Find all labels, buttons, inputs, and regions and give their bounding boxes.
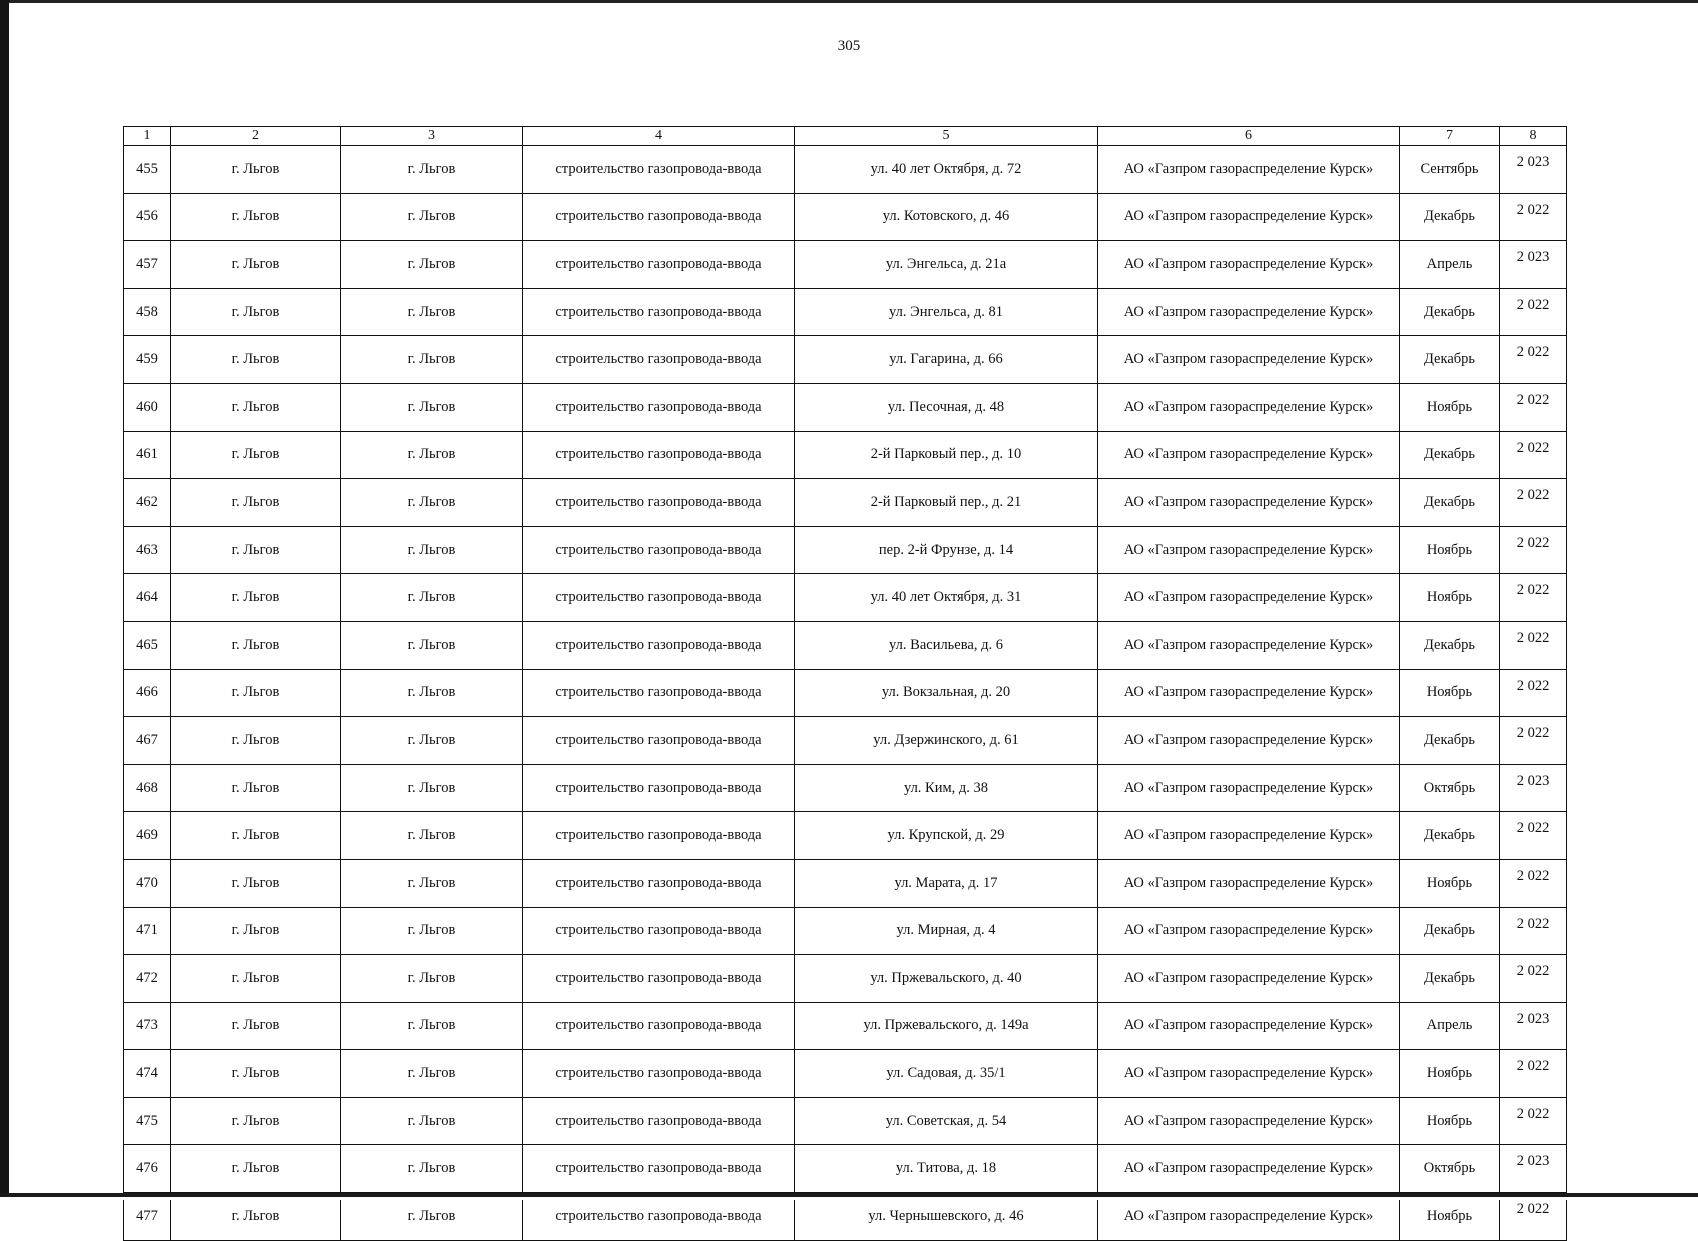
month-cell: Апрель — [1400, 1002, 1500, 1050]
district-cell: г. Льгов — [171, 1050, 341, 1098]
month-cell: Ноябрь — [1400, 383, 1500, 431]
row-number-cell: 477 — [124, 1193, 171, 1241]
address-cell: ул. 40 лет Октября, д. 31 — [795, 574, 1098, 622]
work-type-cell: строительство газопровода-ввода — [523, 431, 795, 479]
address-cell: ул. Советская, д. 54 — [795, 1097, 1098, 1145]
work-type-cell: строительство газопровода-ввода — [523, 669, 795, 717]
table-row — [124, 955, 1567, 1003]
year-cell: 2 022 — [1500, 812, 1567, 860]
address-cell: ул. Песочная, д. 48 — [795, 383, 1098, 431]
settlement-cell: г. Льгов — [341, 812, 523, 860]
work-type-cell: строительство газопровода-ввода — [523, 526, 795, 574]
address-cell: ул. Дзержинского, д. 61 — [795, 717, 1098, 765]
address-cell: ул. Мирная, д. 4 — [795, 907, 1098, 955]
work-type-cell: строительство газопровода-ввода — [523, 1193, 795, 1241]
settlement-cell: г. Льгов — [341, 859, 523, 907]
table-row — [124, 288, 1567, 336]
year-cell: 2 022 — [1500, 955, 1567, 1003]
row-number-cell: 468 — [124, 764, 171, 812]
month-cell: Декабрь — [1400, 336, 1500, 384]
settlement-cell: г. Льгов — [341, 146, 523, 194]
address-cell: ул. Садовая, д. 35/1 — [795, 1050, 1098, 1098]
page-number: 305 — [837, 38, 861, 54]
month-cell: Декабрь — [1400, 431, 1500, 479]
year-cell: 2 022 — [1500, 288, 1567, 336]
row-number-cell: 469 — [124, 812, 171, 860]
row-number-cell: 456 — [124, 193, 171, 241]
table-row — [124, 859, 1567, 907]
address-cell: ул. Гагарина, д. 66 — [795, 336, 1098, 384]
table-row — [124, 669, 1567, 717]
row-number-cell: 455 — [124, 146, 171, 194]
year-cell: 2 022 — [1500, 621, 1567, 669]
table-row — [124, 1050, 1567, 1098]
month-cell: Декабрь — [1400, 812, 1500, 860]
work-type-cell: строительство газопровода-ввода — [523, 1002, 795, 1050]
address-cell: ул. Марата, д. 17 — [795, 859, 1098, 907]
work-type-cell: строительство газопровода-ввода — [523, 383, 795, 431]
table-row — [124, 764, 1567, 812]
table-row — [124, 1145, 1567, 1193]
year-cell: 2 022 — [1500, 907, 1567, 955]
organization-cell: АО «Газпром газораспределение Курск» — [1098, 907, 1400, 955]
row-number-cell: 476 — [124, 1145, 171, 1193]
district-cell: г. Льгов — [171, 574, 341, 622]
table-row — [124, 479, 1567, 527]
address-cell: пер. 2-й Фрунзе, д. 14 — [795, 526, 1098, 574]
row-number-cell: 460 — [124, 383, 171, 431]
address-cell: ул. Пржевальского, д. 40 — [795, 955, 1098, 1003]
address-cell: 2-й Парковый пер., д. 10 — [795, 431, 1098, 479]
year-cell: 2 023 — [1500, 1145, 1567, 1193]
address-cell: ул. Энгельса, д. 21а — [795, 241, 1098, 289]
month-cell: Ноябрь — [1400, 574, 1500, 622]
organization-cell: АО «Газпром газораспределение Курск» — [1098, 526, 1400, 574]
district-cell: г. Льгов — [171, 859, 341, 907]
table-row — [124, 621, 1567, 669]
month-cell: Декабрь — [1400, 193, 1500, 241]
address-cell: ул. Чернышевского, д. 46 — [795, 1193, 1098, 1241]
month-cell: Декабрь — [1400, 479, 1500, 527]
table-row — [124, 1097, 1567, 1145]
month-cell: Ноябрь — [1400, 1097, 1500, 1145]
work-type-cell: строительство газопровода-ввода — [523, 241, 795, 289]
district-cell: г. Льгов — [171, 1002, 341, 1050]
month-cell: Сентябрь — [1400, 146, 1500, 194]
organization-cell: АО «Газпром газораспределение Курск» — [1098, 955, 1400, 1003]
year-cell: 2 022 — [1500, 336, 1567, 384]
district-cell: г. Льгов — [171, 241, 341, 289]
district-cell: г. Льгов — [171, 383, 341, 431]
work-type-cell: строительство газопровода-ввода — [523, 574, 795, 622]
work-type-cell: строительство газопровода-ввода — [523, 764, 795, 812]
organization-cell: АО «Газпром газораспределение Курск» — [1098, 1097, 1400, 1145]
scan-edge-bottom — [0, 1193, 1698, 1200]
organization-cell: АО «Газпром газораспределение Курск» — [1098, 146, 1400, 194]
district-cell: г. Льгов — [171, 1145, 341, 1193]
year-cell: 2 022 — [1500, 383, 1567, 431]
organization-cell: АО «Газпром газораспределение Курск» — [1098, 431, 1400, 479]
district-cell: г. Льгов — [171, 193, 341, 241]
work-type-cell: строительство газопровода-ввода — [523, 336, 795, 384]
district-cell: г. Льгов — [171, 1097, 341, 1145]
address-cell: ул. Пржевальского, д. 149а — [795, 1002, 1098, 1050]
work-type-cell: строительство газопровода-ввода — [523, 859, 795, 907]
table-header-row — [124, 127, 1567, 146]
district-cell: г. Льгов — [171, 336, 341, 384]
row-number-cell: 461 — [124, 431, 171, 479]
month-cell: Ноябрь — [1400, 526, 1500, 574]
column-header-1: 1 — [124, 127, 171, 146]
settlement-cell: г. Льгов — [341, 574, 523, 622]
row-number-cell: 462 — [124, 479, 171, 527]
district-cell: г. Льгов — [171, 146, 341, 194]
month-cell: Декабрь — [1400, 717, 1500, 765]
district-cell: г. Льгов — [171, 288, 341, 336]
year-cell: 2 022 — [1500, 1097, 1567, 1145]
settlement-cell: г. Льгов — [341, 669, 523, 717]
organization-cell: АО «Газпром газораспределение Курск» — [1098, 1002, 1400, 1050]
district-cell: г. Льгов — [171, 669, 341, 717]
organization-cell: АО «Газпром газораспределение Курск» — [1098, 336, 1400, 384]
organization-cell: АО «Газпром газораспределение Курск» — [1098, 383, 1400, 431]
month-cell: Ноябрь — [1400, 1050, 1500, 1098]
organization-cell: АО «Газпром газораспределение Курск» — [1098, 859, 1400, 907]
month-cell: Октябрь — [1400, 764, 1500, 812]
row-number-cell: 470 — [124, 859, 171, 907]
settlement-cell: г. Льгов — [341, 717, 523, 765]
table-row — [124, 336, 1567, 384]
year-cell: 2 022 — [1500, 669, 1567, 717]
address-cell: ул. Крупской, д. 29 — [795, 812, 1098, 860]
settlement-cell: г. Льгов — [341, 193, 523, 241]
row-number-cell: 471 — [124, 907, 171, 955]
work-type-cell: строительство газопровода-ввода — [523, 907, 795, 955]
row-number-cell: 464 — [124, 574, 171, 622]
row-number-cell: 472 — [124, 955, 171, 1003]
work-type-cell: строительство газопровода-ввода — [523, 1097, 795, 1145]
year-cell: 2 022 — [1500, 193, 1567, 241]
organization-cell: АО «Газпром газораспределение Курск» — [1098, 717, 1400, 765]
table-row — [124, 526, 1567, 574]
district-cell: г. Льгов — [171, 621, 341, 669]
district-cell: г. Льгов — [171, 907, 341, 955]
work-type-cell: строительство газопровода-ввода — [523, 193, 795, 241]
district-cell: г. Льгов — [171, 764, 341, 812]
table-row — [124, 574, 1567, 622]
organization-cell: АО «Газпром газораспределение Курск» — [1098, 241, 1400, 289]
work-type-cell: строительство газопровода-ввода — [523, 955, 795, 1003]
year-cell: 2 023 — [1500, 764, 1567, 812]
work-type-cell: строительство газопровода-ввода — [523, 812, 795, 860]
settlement-cell: г. Льгов — [341, 383, 523, 431]
address-cell: ул. Васильева, д. 6 — [795, 621, 1098, 669]
organization-cell: АО «Газпром газораспределение Курск» — [1098, 669, 1400, 717]
work-type-cell: строительство газопровода-ввода — [523, 621, 795, 669]
address-cell: ул. Ким, д. 38 — [795, 764, 1098, 812]
year-cell: 2 022 — [1500, 1193, 1567, 1241]
organization-cell: АО «Газпром газораспределение Курск» — [1098, 764, 1400, 812]
month-cell: Апрель — [1400, 241, 1500, 289]
work-type-cell: строительство газопровода-ввода — [523, 146, 795, 194]
address-cell: 2-й Парковый пер., д. 21 — [795, 479, 1098, 527]
settlement-cell: г. Льгов — [341, 336, 523, 384]
month-cell: Октябрь — [1400, 1145, 1500, 1193]
row-number-cell: 466 — [124, 669, 171, 717]
table-row — [124, 193, 1567, 241]
settlement-cell: г. Льгов — [341, 1145, 523, 1193]
address-cell: ул. 40 лет Октября, д. 72 — [795, 146, 1098, 194]
settlement-cell: г. Льгов — [341, 1002, 523, 1050]
district-cell: г. Льгов — [171, 812, 341, 860]
district-cell: г. Льгов — [171, 955, 341, 1003]
year-cell: 2 023 — [1500, 241, 1567, 289]
year-cell: 2 022 — [1500, 526, 1567, 574]
table-row — [124, 383, 1567, 431]
table-row — [124, 812, 1567, 860]
address-cell: ул. Энгельса, д. 81 — [795, 288, 1098, 336]
district-cell: г. Льгов — [171, 526, 341, 574]
organization-cell: АО «Газпром газораспределение Курск» — [1098, 1050, 1400, 1098]
year-cell: 2 022 — [1500, 1050, 1567, 1098]
address-cell: ул. Вокзальная, д. 20 — [795, 669, 1098, 717]
column-header-6: 6 — [1098, 127, 1400, 146]
organization-cell: АО «Газпром газораспределение Курск» — [1098, 288, 1400, 336]
organization-cell: АО «Газпром газораспределение Курск» — [1098, 479, 1400, 527]
year-cell: 2 022 — [1500, 479, 1567, 527]
district-cell: г. Льгов — [171, 431, 341, 479]
month-cell: Декабрь — [1400, 955, 1500, 1003]
work-type-cell: строительство газопровода-ввода — [523, 479, 795, 527]
table-row — [124, 431, 1567, 479]
settlement-cell: г. Льгов — [341, 241, 523, 289]
row-number-cell: 459 — [124, 336, 171, 384]
settlement-cell: г. Льгов — [341, 431, 523, 479]
settlement-cell: г. Льгов — [341, 907, 523, 955]
month-cell: Декабрь — [1400, 288, 1500, 336]
district-cell: г. Льгов — [171, 1193, 341, 1241]
organization-cell: АО «Газпром газораспределение Курск» — [1098, 621, 1400, 669]
month-cell: Ноябрь — [1400, 1193, 1500, 1241]
table-row — [124, 717, 1567, 765]
row-number-cell: 473 — [124, 1002, 171, 1050]
organization-cell: АО «Газпром газораспределение Курск» — [1098, 812, 1400, 860]
row-number-cell: 465 — [124, 621, 171, 669]
address-cell: ул. Котовского, д. 46 — [795, 193, 1098, 241]
work-type-cell: строительство газопровода-ввода — [523, 1145, 795, 1193]
scan-edge-top — [0, 0, 1698, 3]
column-header-8: 8 — [1500, 127, 1567, 146]
organization-cell: АО «Газпром газораспределение Курск» — [1098, 1145, 1400, 1193]
row-number-cell: 457 — [124, 241, 171, 289]
year-cell: 2 022 — [1500, 717, 1567, 765]
year-cell: 2 023 — [1500, 146, 1567, 194]
work-type-cell: строительство газопровода-ввода — [523, 717, 795, 765]
year-cell: 2 022 — [1500, 859, 1567, 907]
month-cell: Декабрь — [1400, 621, 1500, 669]
scan-edge-left — [0, 0, 9, 1200]
settlement-cell: г. Льгов — [341, 479, 523, 527]
column-header-4: 4 — [523, 127, 795, 146]
row-number-cell: 458 — [124, 288, 171, 336]
row-number-cell: 474 — [124, 1050, 171, 1098]
settlement-cell: г. Льгов — [341, 621, 523, 669]
settlement-cell: г. Льгов — [341, 764, 523, 812]
row-number-cell: 475 — [124, 1097, 171, 1145]
settlement-cell: г. Льгов — [341, 526, 523, 574]
work-type-cell: строительство газопровода-ввода — [523, 288, 795, 336]
settlement-cell: г. Льгов — [341, 1097, 523, 1145]
year-cell: 2 022 — [1500, 574, 1567, 622]
table-row — [124, 241, 1567, 289]
year-cell: 2 023 — [1500, 1002, 1567, 1050]
table-body — [124, 146, 1567, 1241]
registry-table — [123, 126, 1567, 1241]
column-header-3: 3 — [341, 127, 523, 146]
district-cell: г. Льгов — [171, 479, 341, 527]
row-number-cell: 467 — [124, 717, 171, 765]
month-cell: Ноябрь — [1400, 669, 1500, 717]
organization-cell: АО «Газпром газораспределение Курск» — [1098, 193, 1400, 241]
settlement-cell: г. Льгов — [341, 1193, 523, 1241]
table-row — [124, 1002, 1567, 1050]
row-number-cell: 463 — [124, 526, 171, 574]
address-cell: ул. Титова, д. 18 — [795, 1145, 1098, 1193]
district-cell: г. Льгов — [171, 717, 341, 765]
column-header-7: 7 — [1400, 127, 1500, 146]
table-row — [124, 146, 1567, 194]
settlement-cell: г. Льгов — [341, 288, 523, 336]
settlement-cell: г. Льгов — [341, 955, 523, 1003]
settlement-cell: г. Льгов — [341, 1050, 523, 1098]
work-type-cell: строительство газопровода-ввода — [523, 1050, 795, 1098]
month-cell: Ноябрь — [1400, 859, 1500, 907]
column-header-5: 5 — [795, 127, 1098, 146]
year-cell: 2 022 — [1500, 431, 1567, 479]
month-cell: Декабрь — [1400, 907, 1500, 955]
organization-cell: АО «Газпром газораспределение Курск» — [1098, 1193, 1400, 1241]
organization-cell: АО «Газпром газораспределение Курск» — [1098, 574, 1400, 622]
column-header-2: 2 — [171, 127, 341, 146]
table-row — [124, 907, 1567, 955]
